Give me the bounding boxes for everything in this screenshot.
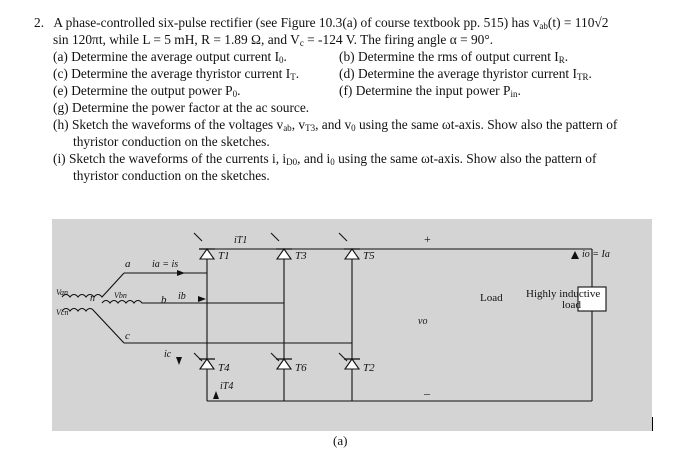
part-e-end: .	[237, 83, 241, 98]
part-c-sub: T	[290, 72, 296, 82]
it1-label: iT1	[234, 235, 248, 246]
van-label: Van	[56, 288, 68, 297]
part-b-sub: R	[558, 55, 565, 65]
vcn-label: Vcn	[56, 308, 69, 317]
question-line1-text: A phase-controlled six-pulse rectifier (see Figure 10.3(a) of course textbook pp. 515) has v	[53, 15, 540, 30]
part-e-text: (e) Determine the output power P	[53, 83, 233, 98]
line2-text: sin 120πt, while L = 5 mH, R = 1.89 Ω, and V	[53, 32, 300, 47]
io-label: io = Ia	[582, 249, 610, 260]
line2-end: = -124 V. The firing angle α = 90°.	[303, 32, 494, 47]
part-d-text: (d) Determine the average thyristor current I	[339, 66, 577, 81]
part-a-end: .	[283, 49, 287, 64]
node-b-label: b	[161, 294, 167, 306]
part-h-end: using the same ωt-axis. Show also the pattern of	[355, 117, 618, 132]
part-i-text: (i) Sketch the waveforms of the currents i, i	[53, 151, 287, 166]
load-desc-1: Highly inductive	[526, 288, 601, 300]
part-h-sub3: 0	[351, 123, 356, 133]
part-a-sub: 0	[279, 55, 284, 65]
circuit-diagram	[52, 219, 652, 431]
ic-label: ic	[164, 349, 172, 360]
node-c-label: c	[125, 330, 130, 342]
part-i-line2: thyristor conduction on the sketches.	[73, 168, 270, 183]
part-b-end: .	[564, 49, 569, 64]
t5-label: T5	[363, 250, 375, 262]
part-f-sub: in	[510, 89, 518, 99]
vo-label: vo	[418, 316, 428, 327]
it4-label: iT4	[220, 381, 234, 392]
t6-label: T6	[295, 362, 307, 374]
part-d-sub: TR	[576, 72, 589, 82]
load-label: Load	[480, 292, 503, 304]
plus-label: +	[424, 232, 431, 246]
part-f-text: (f) Determine the input power P	[339, 83, 511, 98]
ia-label: ia = is	[152, 259, 179, 270]
node-n-label: n	[90, 293, 95, 304]
part-a-text: (a) Determine the average output current I	[53, 49, 280, 64]
ib-label: ib	[178, 291, 186, 302]
part-g: (g) Determine the power factor at the ac source.	[53, 100, 310, 115]
part-i-sub2: 0	[330, 157, 335, 167]
part-i-mid: , and i	[297, 151, 331, 166]
line1-sub: ab	[539, 21, 548, 31]
t2-label: T2	[363, 362, 375, 374]
line2-sub: c	[299, 38, 304, 48]
part-h-mid: , v	[291, 117, 306, 132]
question-number: 2.	[34, 15, 45, 30]
node-a-label: a	[125, 258, 131, 270]
part-h-sub2: T3	[305, 123, 316, 133]
minus-label: –	[424, 386, 430, 400]
part-h-mid2: , and v	[315, 117, 352, 132]
text-cursor	[652, 417, 653, 431]
part-c-end: .	[295, 66, 300, 81]
vbn-label: Vbn	[114, 291, 127, 300]
part-b-text: (b) Determine the rms of output current I	[339, 49, 559, 64]
t3-label: T3	[295, 250, 307, 262]
figure-caption: (a)	[333, 433, 348, 448]
part-h-text: (h) Sketch the waveforms of the voltages v	[53, 117, 284, 132]
part-i-end: using the same ωt-axis. Show also the pattern of	[334, 151, 597, 166]
part-h-sub1: ab	[283, 123, 292, 133]
circuit-figure	[52, 219, 652, 431]
part-i-sub1: D0	[286, 157, 298, 167]
t4-label: T4	[218, 362, 230, 374]
part-f-end: .	[517, 83, 521, 98]
part-f	[339, 82, 521, 103]
line1-end: (t) = 110√2	[547, 15, 609, 30]
part-c-text: (c) Determine the average thyristor current I	[53, 66, 291, 81]
t1-label: T1	[218, 250, 230, 262]
part-h-line2: thyristor conduction on the sketches.	[73, 134, 270, 149]
load-desc-2: load	[562, 299, 581, 311]
part-d-end: .	[588, 66, 592, 81]
part-e-sub: 0	[232, 89, 238, 99]
